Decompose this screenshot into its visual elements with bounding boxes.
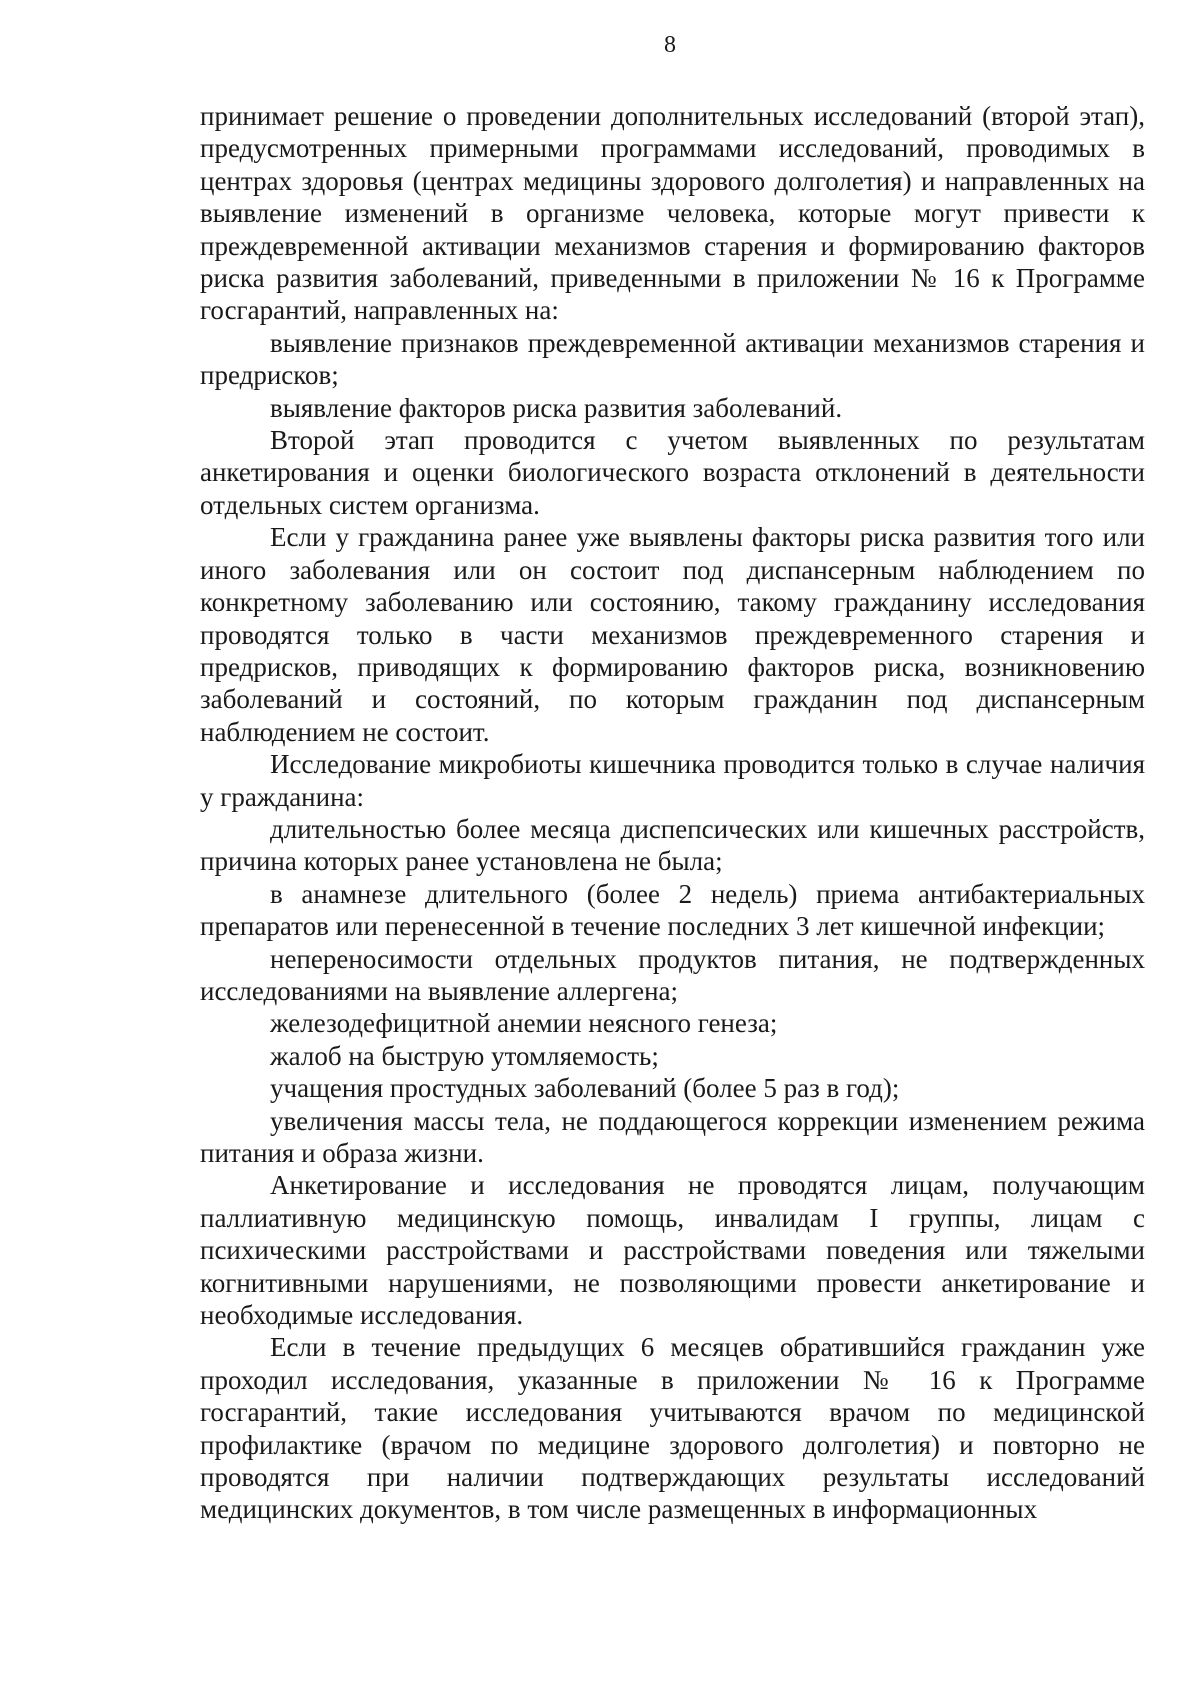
paragraph-exclusions: Анкетирование и исследования не проводятся лицам, получающим паллиативную медицинскую помощь, инвалидам I группы, лицам с психическими расстройствами и расстройствами поведения или тяжелыми когнитивными нарушениями, не позволяющими провести анкетирование и необходимые исследования. bbox=[200, 1170, 1145, 1331]
list-item-food-intolerance: непереносимости отдельных продуктов питания, не подтвержденных исследованиями на выявление аллергена; bbox=[200, 943, 1145, 1006]
page-number: 8 bbox=[664, 32, 676, 58]
list-item-anemia: железодефицитной анемии неясного генеза; bbox=[270, 1008, 778, 1039]
paragraph-microbiota-study: Исследование микробиоты кишечника проводится только в случае наличия у гражданина: bbox=[200, 749, 1145, 812]
list-item-premature-aging: выявление признаков преждевременной активации механизмов старения и предрисков; bbox=[200, 327, 1145, 391]
paragraph-second-stage: Второй этап проводится с учетом выявленных по результатам анкетирования и оценки биологического возраста отклонений в деятельности отдельных систем организма. bbox=[200, 425, 1145, 520]
document-body bbox=[200, 100, 1145, 1526]
list-item-weight-gain: увеличения массы тела, не поддающегося коррекции изменением режима питания и образа жизни. bbox=[200, 1105, 1145, 1168]
paragraph-continuation: принимает решение о проведении дополнительных исследований (второй этап), предусмотренных примерными программами исследований, проводимых в центрах здоровья (центрах медицины здорового долголетия) и направленных на выявление изменений в организме человека, которые могут привести к преждевременной активации механизмов старения и формированию факторов риска развития заболеваний, приведенными в приложении № 16 к Программе госгарантий, направленных на: bbox=[200, 101, 1145, 326]
list-item-colds: учащения простудных заболеваний (более 5 раз в год); bbox=[270, 1073, 900, 1104]
paragraph-existing-risk-factors: Если у гражданина ранее уже выявлены факторы риска развития того или иного заболевания или он состоит под диспансерным наблюдением по конкретному заболеванию или состоянию, такому гражданину исследования проводятся только в части механизмов преждевременного старения и предрисков, приводящих к формированию факторов риска, возникновению заболеваний и состояний, по которым гражданин под диспансерным наблюдением не состоит. bbox=[200, 522, 1145, 747]
list-item-dyspeptic-disorders: длительностью более месяца диспепсических или кишечных расстройств, причина которых ранее установлена не была; bbox=[200, 813, 1145, 877]
list-item-fatigue: жалоб на быструю утомляемость; bbox=[270, 1040, 659, 1071]
paragraph-previous-studies: Если в течение предыдущих 6 месяцев обратившийся гражданин уже проходил исследования, указанные в приложении № 16 к Программе госгарантий, такие исследования учитываются врачом по медицинской профилактике (врачом по медицине здорового долголетия) и повторно не проводятся при наличии подтверждающих результаты исследований медицинских документов, в том числе размещенных в информационных bbox=[200, 1332, 1145, 1525]
list-item-risk-factors: выявление факторов риска развития заболеваний. bbox=[270, 392, 843, 423]
list-item-antibacterial-drugs: в анамнезе длительного (более 2 недель) приема антибактериальных препаратов или перенесенной в течение последних 3 лет кишечной инфекции; bbox=[200, 878, 1145, 942]
